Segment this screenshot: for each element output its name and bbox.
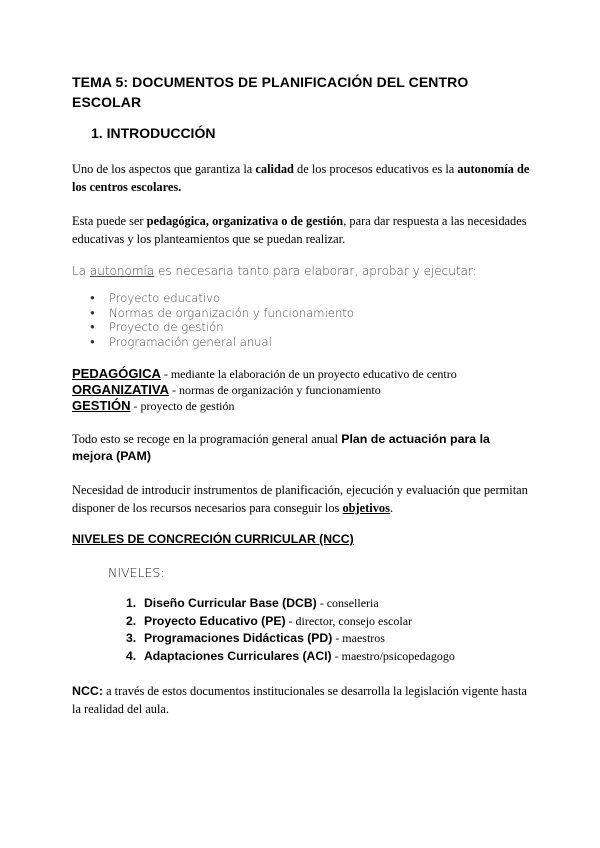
p1-text-c: de los procesos educativos es la [293,162,458,176]
p2-bold-tipos: pedagógica, organizativa o de gestión [146,214,344,228]
levels-list [126,595,455,665]
level-title: Proyecto Educativo (PE) [144,613,286,628]
p1-text-a: Uno de los aspectos que garantiza la [72,162,256,176]
p4-bold-pam: Plan de actuación para la mejora (PAM) [72,432,490,463]
definition-organizativa [72,382,381,398]
level-title: Programaciones Didácticas (PD) [144,631,333,645]
paragraph-ncc [72,682,532,718]
list-item: ● Programación general anual [90,335,354,350]
page-title: TEMA 5: DOCUMENTOS DE PLANIFICACIÓN DEL CENTRO ESCOLAR [72,74,469,110]
p6-text-b: a través de estos documentos institucionales se desarrolla la legislación vigente hasta la realidad del aula. [72,684,527,716]
section-heading: 1. INTRODUCCIÓN [91,125,216,141]
list-item: ● Proyecto educativo [90,291,354,306]
p6-bold-ncc: NCC: [72,684,103,698]
p3-underlined-autonomia: autonomía [89,264,155,278]
paragraph-necesidad [72,481,532,517]
p1-bold-calidad: calidad [255,162,294,176]
definition-term: GESTIÓN [72,398,131,413]
definition-desc: - normas de organización y funcionamiento [169,383,381,397]
definition-desc: - proyecto de gestión [130,399,235,413]
level-desc: maestros [342,631,385,645]
p5-text-c: . [389,501,394,515]
level-number: 2. [126,613,137,628]
p2-text-c: , para dar respuesta a las necesidades educativas y los planteamientos que se puedan realizar. [72,214,527,246]
list-item [126,595,455,613]
paragraph-tipos [72,212,532,248]
definition-pedagogica [72,366,457,382]
definition-desc: - mediante la elaboración de un proyecto educativo de centro [160,367,457,381]
paragraph-calidad [72,160,532,196]
level-title: Adaptaciones Curriculares (ACI) [144,648,332,663]
list-item: ● Proyecto de gestión [90,320,354,335]
p1-bold-autonomia: autonomía de los centros escolares. [72,162,530,194]
p3-text-a: La [72,264,90,278]
definition-term: ORGANIZATIVA [72,382,170,397]
level-desc: maestro/psicopedagogo [341,648,455,663]
level-number: 1. [126,596,137,610]
level-number: 3. [126,631,137,645]
p4-text-a: Todo esto se recoge en la programación general anual [72,432,342,446]
level-title: Diseño Curricular Base (DCB) [144,596,317,610]
paragraph-pam [72,431,532,465]
p3-text-c: es necesaria tanto para elaborar, aprobar y ejecutar: [154,264,477,278]
level-desc: director, consejo escolar [295,613,413,628]
ncc-heading: NIVELES DE CONCRECIÓN CURRICULAR (NCC) [72,532,354,546]
level-separator: - [285,613,296,628]
level-desc: conselleria [326,596,379,610]
list-item: ● Normas de organización y funcionamiento [90,306,354,321]
p5-text-a: Necesidad de introducir instrumentos de planificación, ejecución y evaluación que permitan disponer de los recursos necesarios para conseguir los [72,483,528,515]
definition-gestion [72,398,234,414]
p5-bold-objetivos: objetivos [342,501,390,515]
bullet-list [90,291,354,349]
level-number: 4. [126,648,137,663]
niveles-label: NIVELES: [108,565,165,580]
level-separator: - [316,596,327,610]
p2-text-a: Esta puede ser [72,214,147,228]
list-item [126,648,455,666]
level-separator: - [332,631,343,645]
definition-term: PEDAGÓGICA [72,366,161,381]
paragraph-autonomia [72,262,532,280]
list-item [126,613,455,631]
level-separator: - [331,648,342,663]
list-item [126,630,455,648]
